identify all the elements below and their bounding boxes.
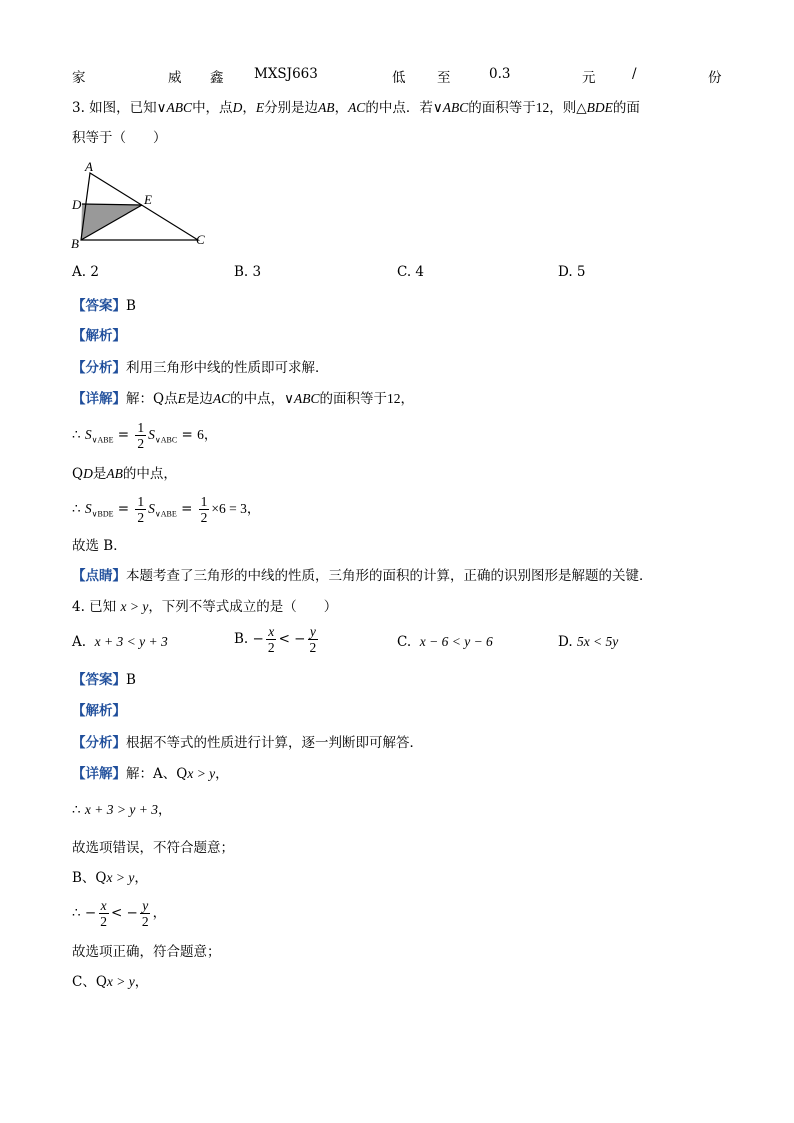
- header-char: 份: [708, 70, 722, 86]
- header-char: 鑫: [210, 70, 224, 86]
- q4-answer: 【答案】B: [72, 672, 136, 688]
- q4-analysis-heading: 【解析】: [72, 703, 126, 719]
- header-char: 家: [72, 70, 86, 86]
- q3-choose: 故选 B．: [72, 538, 127, 554]
- header-code: MXSJ663: [254, 66, 318, 82]
- q4-option-b: B. − $\frac{x}{2}$ < − $\frac{y}{2}$: [234, 624, 317, 655]
- q3-option-b: B. 3: [234, 264, 262, 280]
- label-d: D: [72, 197, 82, 212]
- label-c: C: [196, 232, 205, 247]
- q3-dianjing: 【点睛】本题考查了三角形的中线的性质，三角形的面积的计算，正确的识别图形是解题的关键．: [72, 568, 653, 584]
- q3-stem-line2: 积等于（ ）: [72, 130, 167, 146]
- header-char: /: [632, 66, 637, 82]
- q4-fenxi: 【分析】根据不等式的性质进行计算，逐一判断即可解答．: [72, 735, 423, 751]
- label-e: E: [144, 192, 152, 207]
- q4-option-c: C. x − 6 < y − 6: [397, 634, 493, 650]
- q3-detail-line4: ∴ $S_{\vee BDE}$ = $\frac{1}{2}$ $S_{\vee ABE}$ = $\frac{1}{2}$ ×6 = 3，: [72, 494, 261, 525]
- q3-stem-line1: 3. 如图，已知∨ABC中，点D，E分别是边AB，AC的中点．若∨ABC的面积等于12，则△BDE的面: [72, 100, 640, 116]
- q4-detail-line7: C、Qx > y，: [72, 974, 149, 990]
- q4-detail-line3: 故选项错误，不符合题意；: [72, 840, 234, 856]
- label-b: B: [71, 236, 79, 250]
- q3-detail-line1: 【详解】解：Q点E是边AC的中点，∨ABC的面积等于12，: [72, 391, 414, 407]
- label-a: A: [85, 159, 93, 174]
- header-char: 至: [437, 70, 451, 86]
- q4-detail-line2: ∴ x + 3 > y + 3，: [72, 802, 172, 818]
- q3-answer: 【答案】B: [72, 298, 136, 314]
- q4-stem: 4. 已知 x > y，下列不等式成立的是（ ）: [72, 599, 338, 615]
- q3-analysis-heading: 【解析】: [72, 328, 126, 344]
- q4-option-d: D. 5x < 5y: [558, 634, 619, 650]
- q3-option-d: D. 5: [558, 264, 586, 280]
- q4-detail-line5: ∴ − $\frac{x}{2}$ < − $\frac{y}{2}$ ，: [72, 898, 167, 929]
- q3-detail-line3: QD是AB的中点，: [72, 466, 177, 482]
- header-char: 威: [168, 70, 182, 86]
- header-char: 元: [582, 70, 596, 86]
- header-price: 0.3: [489, 66, 511, 82]
- q4-detail-line6: 故选项正确，符合题意；: [72, 944, 221, 960]
- triangle-figure: [68, 158, 218, 250]
- header-char: 低: [392, 70, 406, 86]
- q4-detail-line1: 【详解】解：A、Qx > y，: [72, 766, 229, 782]
- q3-detail-line2: ∴ $S_{\vee ABE}$ = $\frac{1}{2}$ $S_{\vee ABC} = 6$，: [72, 420, 218, 451]
- q4-detail-line4: B、Qx > y，: [72, 870, 148, 886]
- q3-option-c: C. 4: [397, 264, 425, 280]
- q3-fenxi: 【分析】利用三角形中线的性质即可求解．: [72, 360, 329, 376]
- q4-option-a: A. x + 3 < y + 3: [72, 634, 168, 650]
- q3-option-a: A. 2: [72, 264, 99, 280]
